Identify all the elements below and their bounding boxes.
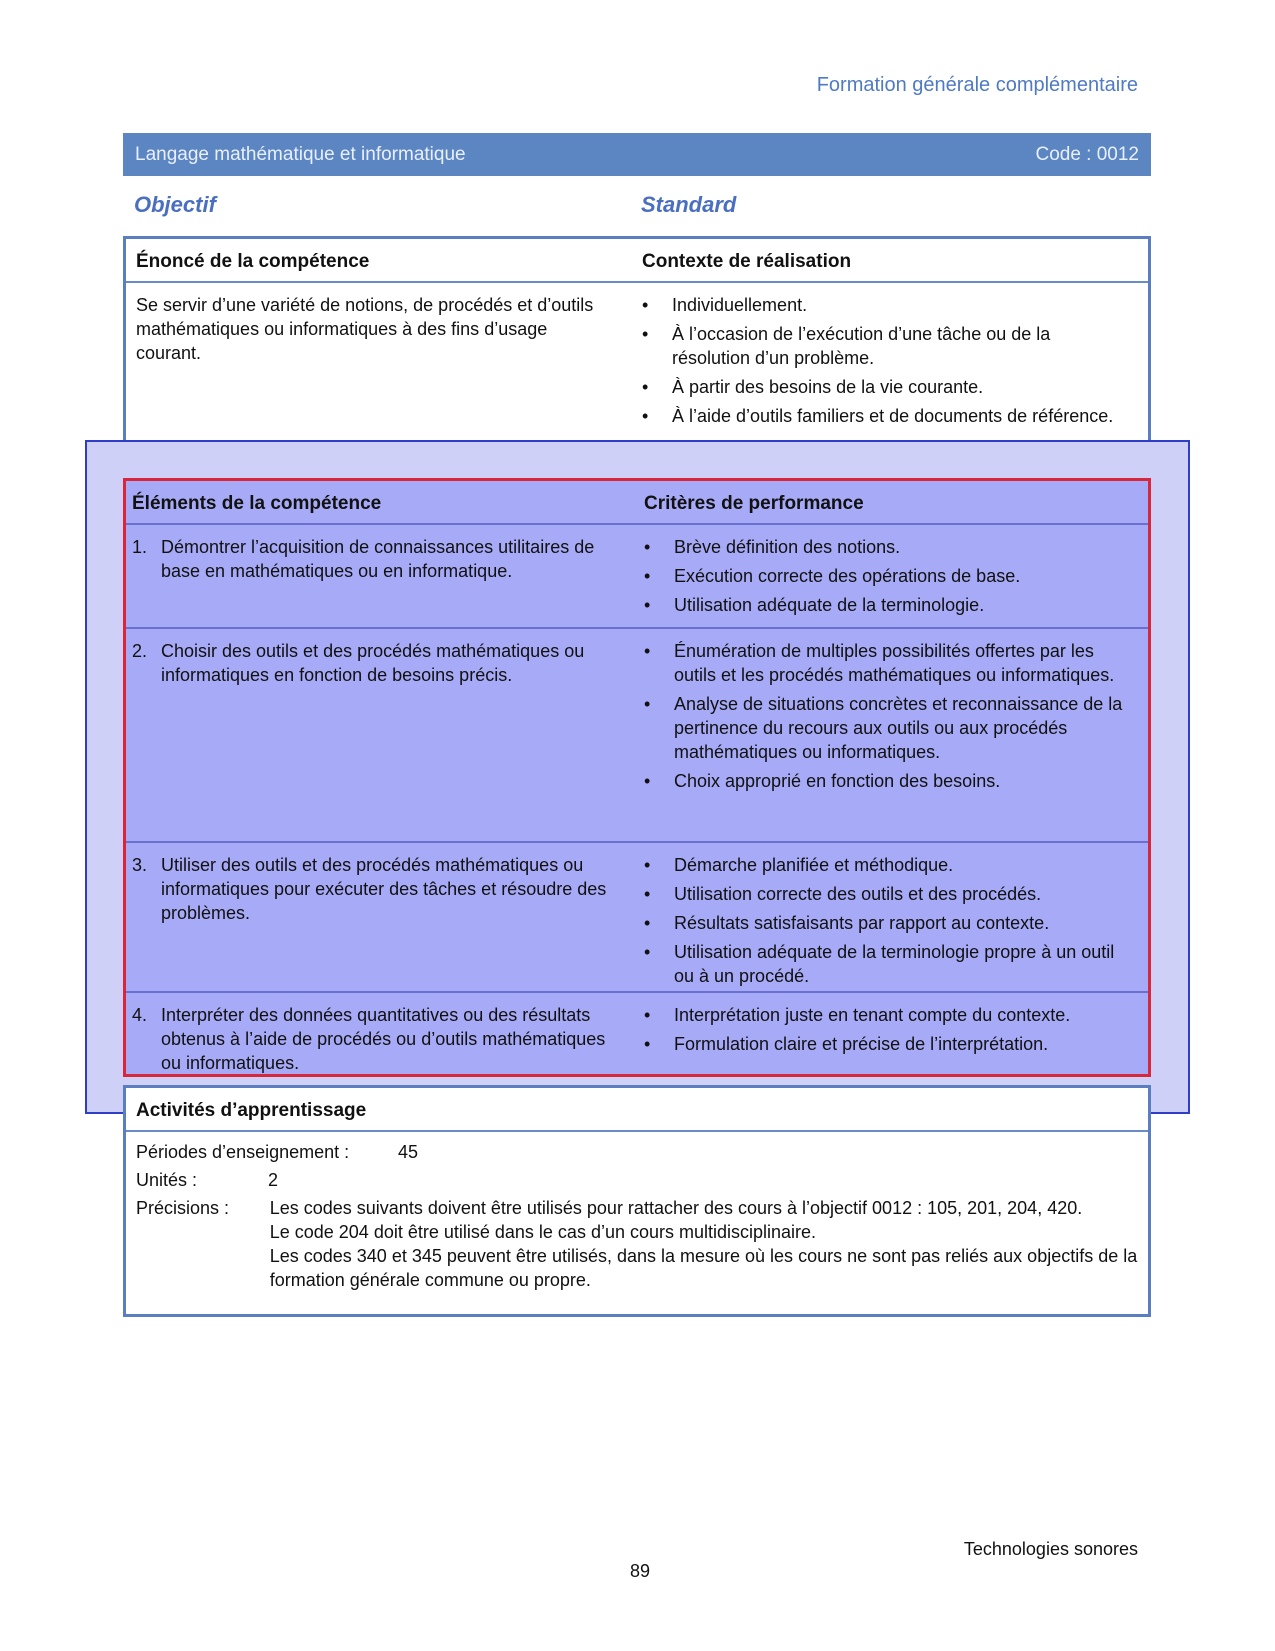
contexte-heading: Contexte de réalisation bbox=[642, 251, 852, 272]
unites-label: Unités : bbox=[136, 1170, 198, 1190]
criterion-item: • Utilisation adéquate de la terminologie propre à un outil ou à un procédé. bbox=[644, 940, 1129, 988]
precision-item: Les codes suivants doivent être utilisés pour rattacher des cours à l’objectif 0012 : 105, 201, 204, 420. bbox=[269, 1198, 1083, 1218]
precision-item: Le code 204 doit être utilisé dans le cas d’un cours multidisciplinaire. bbox=[269, 1222, 817, 1242]
criterion-item: • Énumération de multiples possibilités offertes par les outils et les procédés mathématiques ou informatiques. bbox=[644, 639, 1129, 687]
criterion-item: • Brève définition des notions. bbox=[644, 535, 1129, 559]
criterion-item: • Formulation claire et précise de l’interprétation. bbox=[644, 1032, 1129, 1056]
element-text bbox=[132, 853, 622, 925]
periodes-row bbox=[136, 1140, 1138, 1164]
objectif-label: Objectif bbox=[134, 192, 216, 217]
competence-row bbox=[126, 993, 1148, 1075]
periodes-value: 45 bbox=[398, 1142, 419, 1162]
standard-label: Standard bbox=[641, 192, 737, 217]
competence-row bbox=[126, 525, 1148, 629]
course-title: Langage mathématique et informatique bbox=[135, 143, 466, 165]
criterion-item: • Utilisation adéquate de la terminologie. bbox=[644, 593, 1129, 617]
unites-value: 2 bbox=[268, 1170, 279, 1190]
criteres-heading: Critères de performance bbox=[644, 493, 864, 514]
precisions-label: Précisions : bbox=[136, 1198, 230, 1218]
competence-header bbox=[126, 481, 1148, 525]
activites-header bbox=[126, 1088, 1148, 1132]
criterion-item: • Exécution correcte des opérations de base. bbox=[644, 564, 1129, 588]
element-text bbox=[132, 639, 622, 687]
element-number: 2. bbox=[132, 641, 148, 661]
criterion-item: • Choix approprié en fonction des besoins. bbox=[644, 769, 1129, 793]
program-header: Formation générale complémentaire bbox=[816, 74, 1138, 96]
criterion-item: • Interprétation juste en tenant compte du contexte. bbox=[644, 1003, 1129, 1027]
competence-row bbox=[126, 843, 1148, 993]
course-code: Code : 0012 bbox=[1035, 143, 1139, 165]
element-description: Interpréter des données quantitatives ou des résultats obtenus à l’aide de procédés ou d’outils mathématiques ou informatiques. bbox=[161, 1005, 606, 1073]
criterion-item: • Analyse de situations concrètes et reconnaissance de la pertinence du recours aux outils ou aux procédés mathématiques ou informatiques. bbox=[644, 692, 1129, 764]
precisions-list bbox=[270, 1196, 1138, 1292]
footer-program: Technologies sonores bbox=[963, 1539, 1138, 1559]
element-text bbox=[132, 535, 622, 583]
enonce-heading: Énoncé de la compétence bbox=[136, 251, 370, 272]
criteria-list bbox=[644, 535, 1129, 622]
activites-body bbox=[126, 1132, 1148, 1302]
enonce-header bbox=[126, 239, 1148, 283]
element-text bbox=[132, 1003, 622, 1075]
criterion-item: • Résultats satisfaisants par rapport au contexte. bbox=[644, 911, 1129, 935]
criterion-item: • Démarche planifiée et méthodique. bbox=[644, 853, 1129, 877]
activites-heading: Activités d’apprentissage bbox=[136, 1100, 367, 1121]
elements-heading: Éléments de la compétence bbox=[132, 493, 382, 514]
enonce-box bbox=[123, 236, 1151, 458]
enonce-text: Se servir d’une variété de notions, de procédés et d’outils mathématiques ou informatiques à des fins d’usage courant. bbox=[136, 295, 594, 363]
element-number: 4. bbox=[132, 1005, 148, 1025]
competence-row bbox=[126, 629, 1148, 843]
context-item: • À partir des besoins de la vie courante. bbox=[642, 375, 1132, 399]
element-description: Choisir des outils et des procédés mathématiques ou informatiques en fonction de besoins précis. bbox=[161, 641, 585, 685]
context-list bbox=[642, 293, 1132, 433]
criterion-item: • Utilisation correcte des outils et des procédés. bbox=[644, 882, 1129, 906]
context-item: • Individuellement. bbox=[642, 293, 1132, 317]
precisions-row bbox=[136, 1196, 1138, 1292]
element-number: 1. bbox=[132, 537, 148, 557]
activites-box bbox=[123, 1085, 1151, 1317]
element-description: Utiliser des outils et des procédés mathématiques ou informatiques pour exécuter des tâches et résoudre des problèmes. bbox=[161, 855, 607, 923]
context-item: • À l’aide d’outils familiers et de documents de référence. bbox=[642, 404, 1132, 428]
competence-rows bbox=[126, 525, 1148, 1075]
objective-standard-labels bbox=[134, 192, 1134, 222]
element-number: 3. bbox=[132, 855, 148, 875]
context-item: • À l’occasion de l’exécution d’une tâche ou de la résolution d’un problème. bbox=[642, 322, 1132, 370]
course-title-bar bbox=[123, 133, 1151, 176]
criteria-list bbox=[644, 853, 1129, 993]
page-number: 89 bbox=[630, 1561, 651, 1581]
unites-row bbox=[136, 1168, 1138, 1192]
element-description: Démontrer l’acquisition de connaissances utilitaires de base en mathématiques ou en informatique. bbox=[161, 537, 595, 581]
precision-item: Les codes 340 et 345 peuvent être utilisés, dans la mesure où les cours ne sont pas reliés aux objectifs de la formation générale commune ou propre. bbox=[269, 1246, 1138, 1290]
periodes-label: Périodes d’enseignement : bbox=[136, 1142, 350, 1162]
competence-box bbox=[123, 478, 1151, 1077]
criteria-list bbox=[644, 639, 1129, 798]
criteria-list bbox=[644, 1003, 1129, 1061]
